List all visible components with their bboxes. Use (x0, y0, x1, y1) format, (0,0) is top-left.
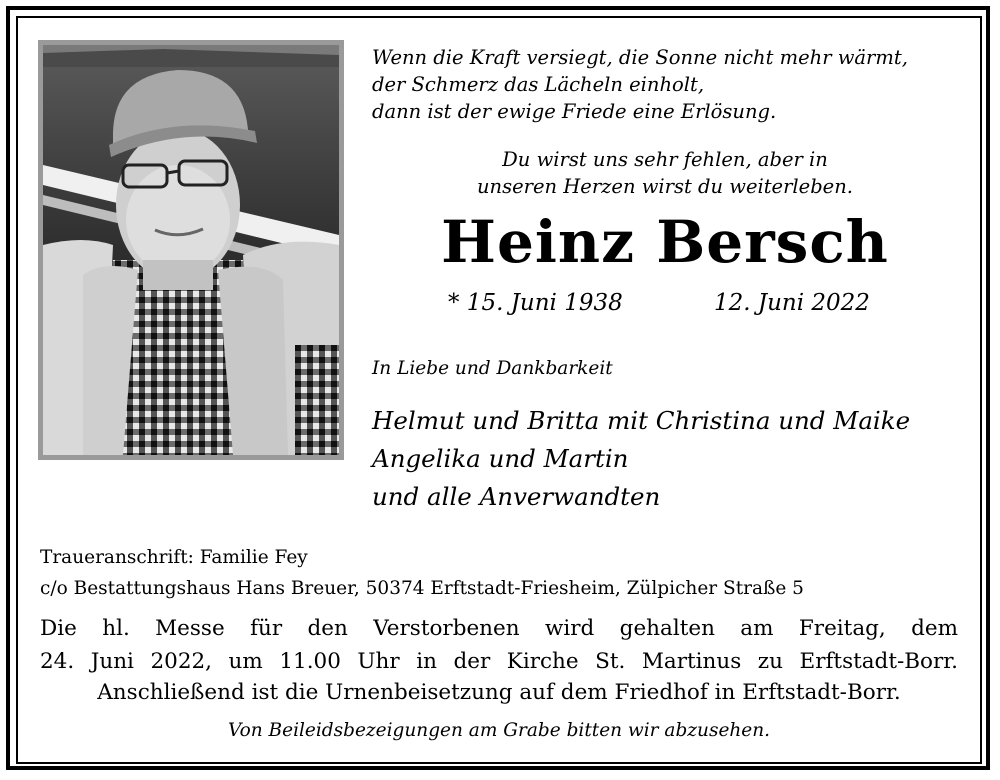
verse-line: Du wirst uns sehr fehlen, aber in (502, 148, 828, 171)
mourner-line: und alle Anverwandten (372, 482, 661, 511)
verse-line: unseren Herzen wirst du weiterleben. (477, 175, 853, 198)
urn-burial-notice: Anschließend ist die Urnenbeisetzung auf dem Friedhof in Erftstadt-Borr. (97, 680, 901, 705)
poem-line: der Schmerz das Lächeln einholt, (372, 73, 705, 96)
poem-line: dann ist der ewige Friede eine Erlösung. (372, 100, 777, 123)
deceased-name: Heinz Bersch (441, 208, 889, 276)
mass-line: 24. Juni 2022, um 11.00 Uhr in der Kirche St. Martinus zu Erftstadt-Borr. (40, 649, 958, 674)
poem-line: Wenn die Kraft versiegt, die Sonne nicht mehr wärmt, (372, 46, 908, 69)
mourners-list (372, 402, 910, 516)
mass-notice (40, 612, 958, 678)
mass-line: Die hl. Messe für den Verstorbenen wird gehalten am Freitag, dem (40, 616, 958, 641)
memorial-poem (372, 44, 908, 125)
death-date: 12. Juni 2022 (714, 290, 870, 316)
mourner-line: Angelika und Martin (372, 444, 629, 473)
portrait-photo (38, 40, 344, 460)
mourning-address (40, 542, 804, 604)
mourners-intro: In Liebe und Dankbarkeit (372, 358, 613, 379)
address-line: Traueranschrift: Familie Fey (40, 547, 308, 568)
mourner-line: Helmut und Britta mit Christina und Maike (372, 406, 911, 435)
address-line: c/o Bestattungshaus Hans Breuer, 50374 Erftstadt-Friesheim, Zülpicher Straße 5 (40, 578, 804, 599)
farewell-verse (372, 146, 958, 200)
condolence-note: Von Beileidsbezeigungen am Grabe bitten wir abzusehen. (227, 720, 771, 741)
portrait-image (43, 45, 339, 455)
birth-date: * 15. Juni 1938 (448, 290, 623, 316)
